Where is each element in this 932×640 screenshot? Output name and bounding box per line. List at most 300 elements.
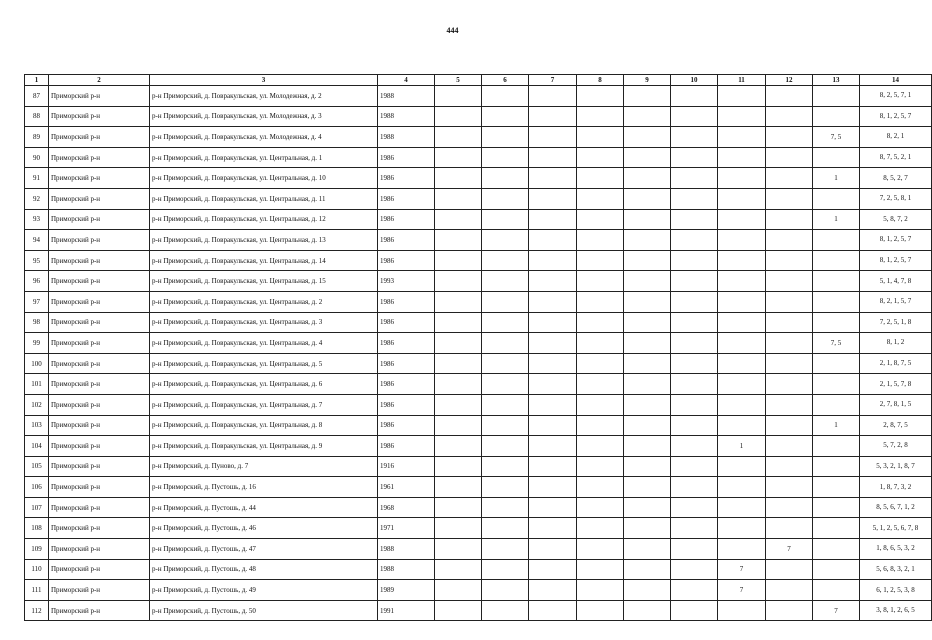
cell-col-10 (671, 497, 718, 518)
cell-col-14: 5, 3, 2, 1, 8, 7 (860, 456, 932, 477)
cell-col-11 (718, 168, 766, 189)
table-row (25, 106, 932, 127)
cell-col-9 (624, 168, 671, 189)
cell-col-6 (482, 333, 529, 354)
cell-col-2: Приморский р-н (49, 188, 150, 209)
cell-col-12 (766, 477, 813, 498)
cell-col-3: р-н Приморский, д. Повракульская, ул. Центральная, д. 14 (150, 250, 378, 271)
cell-col-7 (529, 518, 577, 539)
cell-col-3: р-н Приморский, д. Повракульская, ул. Центральная, д. 10 (150, 168, 378, 189)
cell-col-12 (766, 580, 813, 601)
cell-col-9 (624, 333, 671, 354)
table-row (25, 312, 932, 333)
cell-col-9 (624, 497, 671, 518)
cell-col-13 (813, 188, 860, 209)
cell-col-6 (482, 600, 529, 621)
cell-col-4: 1988 (378, 539, 435, 560)
cell-col-10 (671, 188, 718, 209)
cell-col-10 (671, 147, 718, 168)
cell-col-7 (529, 436, 577, 457)
cell-col-5 (435, 600, 482, 621)
cell-col-11 (718, 250, 766, 271)
cell-col-2: Приморский р-н (49, 106, 150, 127)
cell-col-14: 2, 1, 8, 7, 5 (860, 353, 932, 374)
cell-col-8 (577, 271, 624, 292)
cell-col-4: 1986 (378, 394, 435, 415)
cell-col-8 (577, 374, 624, 395)
table-row (25, 291, 932, 312)
cell-col-13 (813, 86, 860, 107)
cell-col-8 (577, 477, 624, 498)
cell-col-8 (577, 559, 624, 580)
table-row (25, 168, 932, 189)
table-row (25, 559, 932, 580)
cell-col-8 (577, 415, 624, 436)
cell-col-7 (529, 127, 577, 148)
cell-col-4: 1986 (378, 250, 435, 271)
cell-col-4: 1961 (378, 477, 435, 498)
cell-col-9 (624, 312, 671, 333)
cell-col-3: р-н Приморский, д. Пустошь, д. 50 (150, 600, 378, 621)
cell-col-1: 105 (25, 456, 49, 477)
cell-col-1: 100 (25, 353, 49, 374)
cell-col-5 (435, 333, 482, 354)
cell-col-9 (624, 230, 671, 251)
cell-col-13: 1 (813, 209, 860, 230)
cell-col-8 (577, 353, 624, 374)
cell-col-3: р-н Приморский, д. Повракульская, ул. Центральная, д. 12 (150, 209, 378, 230)
cell-col-10 (671, 600, 718, 621)
cell-col-5 (435, 353, 482, 374)
table-row (25, 518, 932, 539)
cell-col-10 (671, 559, 718, 580)
cell-col-5 (435, 518, 482, 539)
cell-col-5 (435, 127, 482, 148)
cell-col-12 (766, 497, 813, 518)
cell-col-12 (766, 127, 813, 148)
header-col-3: 3 (150, 75, 378, 86)
cell-col-7 (529, 168, 577, 189)
cell-col-3: р-н Приморский, д. Пустошь, д. 47 (150, 539, 378, 560)
cell-col-14: 8, 5, 6, 7, 1, 2 (860, 497, 932, 518)
cell-col-13 (813, 374, 860, 395)
cell-col-4: 1988 (378, 559, 435, 580)
cell-col-2: Приморский р-н (49, 333, 150, 354)
cell-col-13 (813, 456, 860, 477)
cell-col-6 (482, 353, 529, 374)
cell-col-7 (529, 477, 577, 498)
cell-col-9 (624, 456, 671, 477)
cell-col-13 (813, 580, 860, 601)
cell-col-4: 1993 (378, 271, 435, 292)
cell-col-13 (813, 436, 860, 457)
cell-col-13 (813, 230, 860, 251)
cell-col-4: 1988 (378, 127, 435, 148)
table-row (25, 250, 932, 271)
cell-col-4: 1986 (378, 312, 435, 333)
cell-col-8 (577, 188, 624, 209)
cell-col-2: Приморский р-н (49, 250, 150, 271)
cell-col-6 (482, 436, 529, 457)
cell-col-14: 2, 8, 7, 5 (860, 415, 932, 436)
cell-col-6 (482, 415, 529, 436)
cell-col-6 (482, 374, 529, 395)
cell-col-11 (718, 600, 766, 621)
cell-col-6 (482, 250, 529, 271)
cell-col-14: 3, 8, 1, 2, 6, 5 (860, 600, 932, 621)
cell-col-1: 101 (25, 374, 49, 395)
cell-col-2: Приморский р-н (49, 497, 150, 518)
register-table (24, 74, 932, 621)
cell-col-12 (766, 230, 813, 251)
cell-col-12 (766, 188, 813, 209)
cell-col-10 (671, 333, 718, 354)
cell-col-9 (624, 291, 671, 312)
cell-col-6 (482, 106, 529, 127)
cell-col-5 (435, 168, 482, 189)
cell-col-14: 5, 8, 7, 2 (860, 209, 932, 230)
cell-col-6 (482, 127, 529, 148)
cell-col-11 (718, 106, 766, 127)
cell-col-3: р-н Приморский, д. Повракульская, ул. Центральная, д. 5 (150, 353, 378, 374)
cell-col-9 (624, 127, 671, 148)
cell-col-3: р-н Приморский, д. Повракульская, ул. Центральная, д. 6 (150, 374, 378, 395)
cell-col-8 (577, 600, 624, 621)
cell-col-12 (766, 291, 813, 312)
cell-col-8 (577, 86, 624, 107)
cell-col-10 (671, 477, 718, 498)
table-row (25, 497, 932, 518)
cell-col-13 (813, 271, 860, 292)
cell-col-10 (671, 374, 718, 395)
cell-col-5 (435, 271, 482, 292)
cell-col-6 (482, 539, 529, 560)
cell-col-10 (671, 291, 718, 312)
cell-col-11 (718, 312, 766, 333)
cell-col-13 (813, 250, 860, 271)
cell-col-1: 92 (25, 188, 49, 209)
cell-col-2: Приморский р-н (49, 86, 150, 107)
cell-col-11 (718, 86, 766, 107)
cell-col-5 (435, 539, 482, 560)
cell-col-2: Приморский р-н (49, 168, 150, 189)
cell-col-6 (482, 312, 529, 333)
cell-col-9 (624, 559, 671, 580)
cell-col-1: 106 (25, 477, 49, 498)
cell-col-10 (671, 86, 718, 107)
cell-col-11 (718, 518, 766, 539)
cell-col-9 (624, 518, 671, 539)
header-col-4: 4 (378, 75, 435, 86)
cell-col-1: 95 (25, 250, 49, 271)
cell-col-5 (435, 86, 482, 107)
cell-col-5 (435, 147, 482, 168)
cell-col-1: 110 (25, 559, 49, 580)
cell-col-9 (624, 147, 671, 168)
cell-col-11 (718, 477, 766, 498)
cell-col-8 (577, 209, 624, 230)
cell-col-14: 8, 2, 1 (860, 127, 932, 148)
cell-col-4: 1986 (378, 436, 435, 457)
cell-col-8 (577, 312, 624, 333)
cell-col-3: р-н Приморский, д. Пустошь, д. 46 (150, 518, 378, 539)
cell-col-4: 1968 (378, 497, 435, 518)
cell-col-10 (671, 168, 718, 189)
cell-col-2: Приморский р-н (49, 580, 150, 601)
cell-col-11 (718, 188, 766, 209)
cell-col-1: 111 (25, 580, 49, 601)
header-col-11: 11 (718, 75, 766, 86)
cell-col-13: 1 (813, 168, 860, 189)
cell-col-2: Приморский р-н (49, 127, 150, 148)
table-header (25, 75, 932, 86)
cell-col-11 (718, 394, 766, 415)
cell-col-4: 1986 (378, 291, 435, 312)
cell-col-5 (435, 209, 482, 230)
cell-col-9 (624, 250, 671, 271)
cell-col-5 (435, 374, 482, 395)
cell-col-8 (577, 539, 624, 560)
cell-col-8 (577, 147, 624, 168)
cell-col-3: р-н Приморский, д. Повракульская, ул. Молодежная, д. 4 (150, 127, 378, 148)
cell-col-1: 88 (25, 106, 49, 127)
cell-col-4: 1971 (378, 518, 435, 539)
cell-col-12 (766, 374, 813, 395)
cell-col-1: 104 (25, 436, 49, 457)
table-row (25, 477, 932, 498)
cell-col-7 (529, 230, 577, 251)
cell-col-14: 8, 2, 5, 7, 1 (860, 86, 932, 107)
cell-col-1: 108 (25, 518, 49, 539)
cell-col-14: 5, 1, 4, 7, 8 (860, 271, 932, 292)
header-col-10: 10 (671, 75, 718, 86)
cell-col-9 (624, 600, 671, 621)
cell-col-9 (624, 415, 671, 436)
cell-col-14: 7, 2, 5, 1, 8 (860, 312, 932, 333)
table-row (25, 539, 932, 560)
header-col-13: 13 (813, 75, 860, 86)
table-row (25, 86, 932, 107)
cell-col-2: Приморский р-н (49, 147, 150, 168)
cell-col-11 (718, 333, 766, 354)
cell-col-9 (624, 374, 671, 395)
cell-col-13 (813, 394, 860, 415)
cell-col-7 (529, 250, 577, 271)
cell-col-14: 8, 7, 5, 2, 1 (860, 147, 932, 168)
cell-col-9 (624, 106, 671, 127)
cell-col-1: 98 (25, 312, 49, 333)
cell-col-5 (435, 415, 482, 436)
cell-col-12 (766, 147, 813, 168)
header-col-6: 6 (482, 75, 529, 86)
cell-col-5 (435, 394, 482, 415)
cell-col-4: 1988 (378, 86, 435, 107)
cell-col-11 (718, 209, 766, 230)
cell-col-4: 1986 (378, 374, 435, 395)
cell-col-12: 7 (766, 539, 813, 560)
cell-col-6 (482, 209, 529, 230)
cell-col-5 (435, 436, 482, 457)
cell-col-10 (671, 456, 718, 477)
cell-col-5 (435, 188, 482, 209)
cell-col-6 (482, 580, 529, 601)
cell-col-4: 1986 (378, 353, 435, 374)
cell-col-6 (482, 477, 529, 498)
cell-col-6 (482, 559, 529, 580)
cell-col-14: 5, 1, 2, 5, 6, 7, 8 (860, 518, 932, 539)
cell-col-13 (813, 477, 860, 498)
cell-col-3: р-н Приморский, д. Повракульская, ул. Центральная, д. 15 (150, 271, 378, 292)
cell-col-14: 8, 5, 2, 7 (860, 168, 932, 189)
cell-col-4: 1916 (378, 456, 435, 477)
cell-col-2: Приморский р-н (49, 477, 150, 498)
cell-col-8 (577, 168, 624, 189)
cell-col-13 (813, 312, 860, 333)
cell-col-11 (718, 271, 766, 292)
cell-col-3: р-н Приморский, д. Пустошь, д. 44 (150, 497, 378, 518)
cell-col-6 (482, 518, 529, 539)
table-row (25, 394, 932, 415)
cell-col-14: 6, 1, 2, 5, 3, 8 (860, 580, 932, 601)
cell-col-2: Приморский р-н (49, 271, 150, 292)
cell-col-12 (766, 312, 813, 333)
cell-col-2: Приморский р-н (49, 291, 150, 312)
cell-col-1: 89 (25, 127, 49, 148)
header-col-14: 14 (860, 75, 932, 86)
cell-col-10 (671, 209, 718, 230)
cell-col-4: 1986 (378, 209, 435, 230)
cell-col-6 (482, 291, 529, 312)
table-row (25, 353, 932, 374)
cell-col-12 (766, 436, 813, 457)
cell-col-3: р-н Приморский, д. Повракульская, ул. Центральная, д. 8 (150, 415, 378, 436)
cell-col-6 (482, 86, 529, 107)
cell-col-12 (766, 518, 813, 539)
cell-col-2: Приморский р-н (49, 230, 150, 251)
cell-col-14: 8, 1, 2, 5, 7 (860, 250, 932, 271)
cell-col-5 (435, 312, 482, 333)
cell-col-3: р-н Приморский, д. Повракульская, ул. Центральная, д. 1 (150, 147, 378, 168)
cell-col-6 (482, 188, 529, 209)
cell-col-1: 87 (25, 86, 49, 107)
cell-col-2: Приморский р-н (49, 518, 150, 539)
cell-col-14: 8, 1, 2 (860, 333, 932, 354)
cell-col-13: 7, 5 (813, 127, 860, 148)
cell-col-5 (435, 291, 482, 312)
cell-col-14: 8, 1, 2, 5, 7 (860, 230, 932, 251)
table-row (25, 436, 932, 457)
cell-col-1: 102 (25, 394, 49, 415)
cell-col-10 (671, 394, 718, 415)
cell-col-12 (766, 333, 813, 354)
cell-col-12 (766, 250, 813, 271)
cell-col-6 (482, 230, 529, 251)
cell-col-2: Приморский р-н (49, 209, 150, 230)
cell-col-1: 96 (25, 271, 49, 292)
cell-col-1: 99 (25, 333, 49, 354)
cell-col-11 (718, 353, 766, 374)
cell-col-6 (482, 168, 529, 189)
cell-col-4: 1986 (378, 168, 435, 189)
cell-col-11 (718, 497, 766, 518)
cell-col-12 (766, 415, 813, 436)
cell-col-11 (718, 147, 766, 168)
table-row (25, 600, 932, 621)
cell-col-7 (529, 394, 577, 415)
cell-col-12 (766, 353, 813, 374)
cell-col-10 (671, 271, 718, 292)
cell-col-7 (529, 147, 577, 168)
table-body (25, 86, 932, 621)
cell-col-13 (813, 539, 860, 560)
cell-col-13: 7, 5 (813, 333, 860, 354)
cell-col-7 (529, 291, 577, 312)
cell-col-5 (435, 559, 482, 580)
cell-col-8 (577, 580, 624, 601)
cell-col-13 (813, 353, 860, 374)
cell-col-10 (671, 580, 718, 601)
cell-col-2: Приморский р-н (49, 600, 150, 621)
cell-col-10 (671, 415, 718, 436)
cell-col-2: Приморский р-н (49, 312, 150, 333)
cell-col-8 (577, 456, 624, 477)
cell-col-1: 107 (25, 497, 49, 518)
table-row (25, 333, 932, 354)
cell-col-5 (435, 497, 482, 518)
cell-col-8 (577, 497, 624, 518)
cell-col-7 (529, 209, 577, 230)
cell-col-11 (718, 374, 766, 395)
cell-col-7 (529, 106, 577, 127)
cell-col-13 (813, 497, 860, 518)
cell-col-13 (813, 559, 860, 580)
cell-col-9 (624, 271, 671, 292)
cell-col-9 (624, 477, 671, 498)
table-row (25, 374, 932, 395)
cell-col-14: 5, 6, 8, 3, 2, 1 (860, 559, 932, 580)
cell-col-12 (766, 394, 813, 415)
header-row (25, 75, 932, 86)
cell-col-6 (482, 147, 529, 168)
cell-col-9 (624, 394, 671, 415)
cell-col-3: р-н Приморский, д. Повракульская, ул. Центральная, д. 9 (150, 436, 378, 457)
cell-col-8 (577, 250, 624, 271)
cell-col-4: 1986 (378, 230, 435, 251)
cell-col-7 (529, 188, 577, 209)
cell-col-14: 2, 7, 8, 1, 5 (860, 394, 932, 415)
cell-col-5 (435, 106, 482, 127)
header-col-9: 9 (624, 75, 671, 86)
cell-col-8 (577, 518, 624, 539)
cell-col-6 (482, 271, 529, 292)
cell-col-10 (671, 353, 718, 374)
table-row (25, 415, 932, 436)
cell-col-14: 5, 7, 2, 8 (860, 436, 932, 457)
cell-col-11 (718, 127, 766, 148)
cell-col-6 (482, 497, 529, 518)
cell-col-7 (529, 600, 577, 621)
table-row (25, 127, 932, 148)
cell-col-1: 109 (25, 539, 49, 560)
cell-col-7 (529, 539, 577, 560)
cell-col-1: 103 (25, 415, 49, 436)
cell-col-8 (577, 230, 624, 251)
header-col-1: 1 (25, 75, 49, 86)
cell-col-11 (718, 539, 766, 560)
cell-col-9 (624, 539, 671, 560)
table-row (25, 456, 932, 477)
page-number: 444 (446, 26, 459, 35)
